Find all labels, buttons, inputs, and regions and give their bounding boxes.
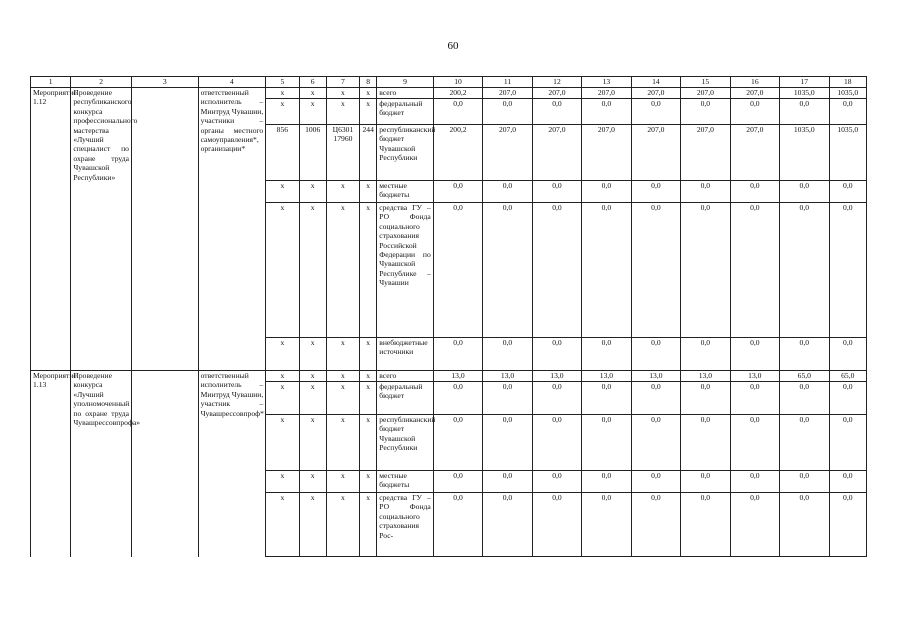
value-cell: 200,2 bbox=[433, 125, 482, 181]
column-3-cell bbox=[131, 371, 198, 557]
page-number: 60 bbox=[447, 40, 459, 52]
value-cell: 0,0 bbox=[780, 493, 829, 557]
value-cell: 200,2 bbox=[433, 88, 482, 99]
value-cell: 0,0 bbox=[631, 493, 680, 557]
value-cell: 0,0 bbox=[681, 415, 730, 471]
value-cell: 0,0 bbox=[829, 415, 866, 471]
value-cell: 0,0 bbox=[582, 471, 631, 493]
value-cell: 207,0 bbox=[631, 125, 680, 181]
value-cell: 0,0 bbox=[681, 471, 730, 493]
table-row bbox=[31, 88, 867, 99]
value-cell: 0,0 bbox=[433, 415, 482, 471]
value-cell: 0,0 bbox=[780, 471, 829, 493]
column-number: 1 bbox=[31, 77, 71, 88]
value-cell: 0,0 bbox=[631, 415, 680, 471]
value-cell: 0,0 bbox=[681, 203, 730, 338]
value-cell: 0,0 bbox=[730, 99, 779, 125]
value-cell: 207,0 bbox=[483, 125, 532, 181]
code-cell-col7: х bbox=[326, 382, 359, 415]
value-cell: 0,0 bbox=[532, 203, 581, 338]
value-cell: 0,0 bbox=[433, 99, 482, 125]
value-cell: 0,0 bbox=[631, 338, 680, 371]
column-number: 11 bbox=[483, 77, 532, 88]
value-cell: 0,0 bbox=[483, 203, 532, 338]
value-cell: 13,0 bbox=[730, 371, 779, 382]
code-cell-col7: х bbox=[326, 203, 359, 338]
value-cell: 0,0 bbox=[829, 181, 866, 203]
value-cell: 0,0 bbox=[730, 181, 779, 203]
column-number: 12 bbox=[532, 77, 581, 88]
funding-source: всего bbox=[377, 371, 434, 382]
value-cell: 1035,0 bbox=[780, 125, 829, 181]
funding-source: республиканский бюджет Чувашской Республики bbox=[377, 125, 434, 181]
code-cell-col7: х bbox=[326, 493, 359, 557]
value-cell: 13,0 bbox=[483, 371, 532, 382]
value-cell: 0,0 bbox=[483, 99, 532, 125]
value-cell: 0,0 bbox=[483, 382, 532, 415]
value-cell: 0,0 bbox=[532, 338, 581, 371]
code-cell-col6: х bbox=[299, 203, 326, 338]
column-number: 13 bbox=[582, 77, 631, 88]
value-cell: 0,0 bbox=[532, 382, 581, 415]
code-cell-col7: х bbox=[326, 415, 359, 471]
value-cell: 0,0 bbox=[780, 203, 829, 338]
value-cell: 13,0 bbox=[532, 371, 581, 382]
code-cell-col7: х bbox=[326, 88, 359, 99]
funding-source: федеральный бюджет bbox=[377, 99, 434, 125]
value-cell: 0,0 bbox=[532, 99, 581, 125]
value-cell: 0,0 bbox=[730, 493, 779, 557]
value-cell: 0,0 bbox=[780, 415, 829, 471]
funding-source: средства ГУ – РО Фонда социального страхования Рос- bbox=[377, 493, 434, 557]
value-cell: 0,0 bbox=[483, 181, 532, 203]
value-cell: 0,0 bbox=[433, 338, 482, 371]
code-cell-col8: х bbox=[360, 382, 377, 415]
value-cell: 65,0 bbox=[829, 371, 866, 382]
code-cell-col6: х bbox=[299, 181, 326, 203]
code-cell-col6: х bbox=[299, 338, 326, 371]
value-cell: 0,0 bbox=[631, 181, 680, 203]
activity-title: Проведение республиканского конкурса профессионального мастерства «Лучший специалист по охране труда Чувашской Республики» bbox=[71, 88, 132, 371]
code-cell-col8: х bbox=[360, 493, 377, 557]
value-cell: 0,0 bbox=[681, 338, 730, 371]
value-cell: 207,0 bbox=[532, 88, 581, 99]
code-cell-col5: х bbox=[266, 181, 299, 203]
value-cell: 0,0 bbox=[829, 382, 866, 415]
column-number: 14 bbox=[631, 77, 680, 88]
code-cell-col7: х bbox=[326, 181, 359, 203]
code-cell-col6: х bbox=[299, 471, 326, 493]
value-cell: 207,0 bbox=[681, 125, 730, 181]
value-cell: 207,0 bbox=[631, 88, 680, 99]
column-3-cell bbox=[131, 88, 198, 371]
value-cell: 0,0 bbox=[730, 471, 779, 493]
value-cell: 0,0 bbox=[582, 415, 631, 471]
funding-source: местные бюджеты bbox=[377, 471, 434, 493]
column-number: 17 bbox=[780, 77, 829, 88]
value-cell: 13,0 bbox=[582, 371, 631, 382]
funding-source: местные бюджеты bbox=[377, 181, 434, 203]
code-cell-col7: Ц6301 17960 bbox=[326, 125, 359, 181]
value-cell: 0,0 bbox=[433, 471, 482, 493]
value-cell: 65,0 bbox=[780, 371, 829, 382]
value-cell: 13,0 bbox=[681, 371, 730, 382]
value-cell: 0,0 bbox=[681, 99, 730, 125]
code-cell-col5: х bbox=[266, 88, 299, 99]
value-cell: 207,0 bbox=[730, 88, 779, 99]
funding-source: республиканский бюджет Чувашской Республики bbox=[377, 415, 434, 471]
value-cell: 0,0 bbox=[829, 471, 866, 493]
value-cell: 207,0 bbox=[483, 88, 532, 99]
value-cell: 0,0 bbox=[433, 181, 482, 203]
code-cell-col6: х bbox=[299, 99, 326, 125]
column-number: 6 bbox=[299, 77, 326, 88]
code-cell-col8: х bbox=[360, 338, 377, 371]
code-cell-col5: х bbox=[266, 203, 299, 338]
code-cell-col5: х bbox=[266, 99, 299, 125]
value-cell: 0,0 bbox=[829, 99, 866, 125]
value-cell: 0,0 bbox=[483, 338, 532, 371]
value-cell: 0,0 bbox=[631, 203, 680, 338]
code-cell-col8: 244 bbox=[360, 125, 377, 181]
funding-source: средства ГУ – РО Фонда социального страхования Российской Федерации по Чувашской Республике – Чувашии bbox=[377, 203, 434, 338]
column-number: 5 bbox=[266, 77, 299, 88]
code-cell-col6: х bbox=[299, 382, 326, 415]
value-cell: 207,0 bbox=[582, 125, 631, 181]
value-cell: 207,0 bbox=[532, 125, 581, 181]
code-cell-col5: х bbox=[266, 415, 299, 471]
value-cell: 0,0 bbox=[582, 382, 631, 415]
code-cell-col7: х bbox=[326, 99, 359, 125]
value-cell: 0,0 bbox=[582, 99, 631, 125]
column-number: 3 bbox=[131, 77, 198, 88]
value-cell: 0,0 bbox=[582, 338, 631, 371]
code-cell-col6: х bbox=[299, 415, 326, 471]
code-cell-col6: х bbox=[299, 371, 326, 382]
value-cell: 0,0 bbox=[730, 415, 779, 471]
activity-code: Мероприятие 1.13 bbox=[31, 371, 71, 557]
code-cell-col7: х bbox=[326, 338, 359, 371]
column-number: 4 bbox=[198, 77, 266, 88]
code-cell-col8: х bbox=[360, 471, 377, 493]
value-cell: 0,0 bbox=[582, 181, 631, 203]
code-cell-col6: х bbox=[299, 493, 326, 557]
value-cell: 0,0 bbox=[433, 493, 482, 557]
code-cell-col7: х bbox=[326, 371, 359, 382]
funding-source: внебюджетные источники bbox=[377, 338, 434, 371]
value-cell: 0,0 bbox=[433, 203, 482, 338]
column-number: 9 bbox=[377, 77, 434, 88]
code-cell-col8: х bbox=[360, 371, 377, 382]
activity-code: Мероприятие 1.12 bbox=[31, 88, 71, 371]
code-cell-col8: х bbox=[360, 99, 377, 125]
column-number: 7 bbox=[326, 77, 359, 88]
value-cell: 1035,0 bbox=[829, 88, 866, 99]
column-number: 15 bbox=[681, 77, 730, 88]
code-cell-col8: х bbox=[360, 181, 377, 203]
code-cell-col5: х bbox=[266, 338, 299, 371]
value-cell: 0,0 bbox=[433, 382, 482, 415]
value-cell: 0,0 bbox=[532, 181, 581, 203]
value-cell: 207,0 bbox=[730, 125, 779, 181]
column-number: 8 bbox=[360, 77, 377, 88]
value-cell: 0,0 bbox=[582, 493, 631, 557]
value-cell: 0,0 bbox=[582, 203, 631, 338]
value-cell: 0,0 bbox=[829, 338, 866, 371]
funding-source: федеральный бюджет bbox=[377, 382, 434, 415]
column-number: 10 bbox=[433, 77, 482, 88]
code-cell-col7: х bbox=[326, 471, 359, 493]
activity-title: Проведение конкурса «Лучший уполномоченный по охране труда Чувашрессовпрофа» bbox=[71, 371, 132, 557]
value-cell: 1035,0 bbox=[829, 125, 866, 181]
value-cell: 0,0 bbox=[483, 415, 532, 471]
code-cell-col5: х bbox=[266, 471, 299, 493]
code-cell-col6: х bbox=[299, 88, 326, 99]
column-number-row bbox=[31, 77, 867, 88]
value-cell: 0,0 bbox=[532, 471, 581, 493]
value-cell: 207,0 bbox=[681, 88, 730, 99]
value-cell: 0,0 bbox=[730, 382, 779, 415]
value-cell: 0,0 bbox=[681, 493, 730, 557]
column-number: 2 bbox=[71, 77, 132, 88]
activity-executors: ответственный исполнитель – Минтруд Чувашии, участник – Чувашрессовпроф* bbox=[198, 371, 266, 557]
value-cell: 0,0 bbox=[631, 471, 680, 493]
value-cell: 0,0 bbox=[483, 471, 532, 493]
value-cell: 0,0 bbox=[780, 99, 829, 125]
activity-executors: ответственный исполнитель – Минтруд Чувашии, участники – органы местного самоуправления*, организации* bbox=[198, 88, 266, 371]
code-cell-col5: 856 bbox=[266, 125, 299, 181]
code-cell-col6: 1006 bbox=[299, 125, 326, 181]
funding-source: всего bbox=[377, 88, 434, 99]
column-number: 18 bbox=[829, 77, 866, 88]
value-cell: 0,0 bbox=[780, 181, 829, 203]
code-cell-col8: х bbox=[360, 88, 377, 99]
value-cell: 13,0 bbox=[433, 371, 482, 382]
code-cell-col8: х bbox=[360, 203, 377, 338]
value-cell: 0,0 bbox=[483, 493, 532, 557]
value-cell: 0,0 bbox=[532, 415, 581, 471]
value-cell: 13,0 bbox=[631, 371, 680, 382]
value-cell: 1035,0 bbox=[780, 88, 829, 99]
value-cell: 0,0 bbox=[681, 181, 730, 203]
value-cell: 0,0 bbox=[681, 382, 730, 415]
value-cell: 0,0 bbox=[829, 493, 866, 557]
budget-table bbox=[30, 76, 867, 557]
table-row bbox=[31, 371, 867, 382]
code-cell-col5: х bbox=[266, 382, 299, 415]
value-cell: 0,0 bbox=[730, 338, 779, 371]
value-cell: 0,0 bbox=[730, 203, 779, 338]
value-cell: 0,0 bbox=[631, 99, 680, 125]
code-cell-col5: х bbox=[266, 371, 299, 382]
value-cell: 0,0 bbox=[829, 203, 866, 338]
column-number: 16 bbox=[730, 77, 779, 88]
value-cell: 0,0 bbox=[780, 338, 829, 371]
value-cell: 0,0 bbox=[631, 382, 680, 415]
value-cell: 0,0 bbox=[532, 493, 581, 557]
code-cell-col5: х bbox=[266, 493, 299, 557]
code-cell-col8: х bbox=[360, 415, 377, 471]
value-cell: 0,0 bbox=[780, 382, 829, 415]
value-cell: 207,0 bbox=[582, 88, 631, 99]
